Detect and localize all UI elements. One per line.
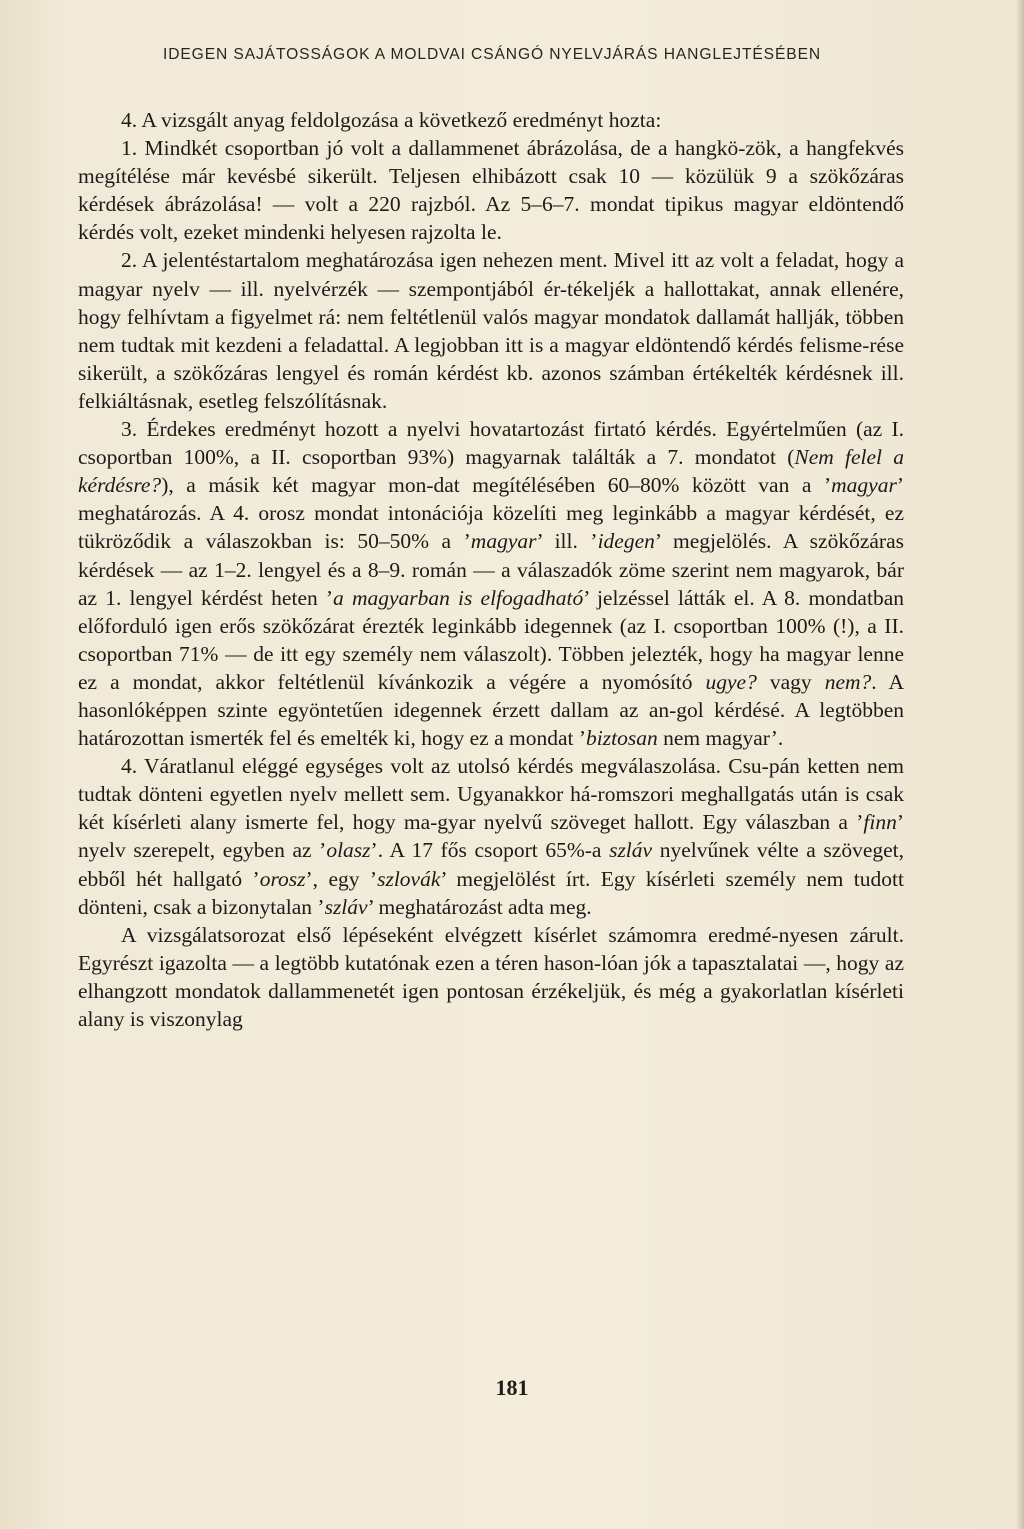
text-run: ’ ill. ’ bbox=[536, 529, 598, 554]
text-run: nem magyar’. bbox=[657, 726, 784, 751]
italic-text-run: ugye? bbox=[705, 669, 757, 694]
paragraph bbox=[78, 134, 904, 246]
paragraph bbox=[78, 246, 904, 415]
page-number: 181 bbox=[495, 1375, 529, 1400]
italic-text-run: magyar bbox=[470, 529, 537, 554]
text-run: . A hasonlóképpen szinte egyöntetűen idegennek érzett dallam az an-gol kérdésé. A legtöbben határozottan ismerték fel és emelték ki, hogy ez a mondat ’ bbox=[78, 669, 905, 751]
page-edge-shadow bbox=[1016, 0, 1024, 1529]
italic-text-run: a magyarban is elfogadható bbox=[333, 585, 584, 610]
text-run: A vizsgálatsorozat első lépéseként elvégzett kísérlet számomra eredmé-nyesen zárult. Egyrészt igazolta — a legtöbb kutatónak ezen a téren hason-lóan jók a tapasztalatai —, hogy az elhangzott mondatok dallammenetét igen pontosan érzékeljük, és még a gyakorlatlan kísérleti alany is viszonylag bbox=[78, 922, 904, 1031]
paragraph bbox=[78, 415, 904, 752]
text-run: 2. A jelentéstartalom meghatározása igen nehezen ment. Mivel itt az volt a feladat, hogy a magyar nyelv — ill. nyelvérzék — szempontjából ér-tékeljék a hallottakat, annak ellenére, hogy felhívtam a figyelmet rá: nem feltétlenül valós magyar mondatok dallamát hallják, többen nem tudtak mit kezdeni a feladattal. A legjobban itt is a magyar eldöntendő kérdés felisme-rése sikerült, a szökőzáras lengyel és román kérdést kb. azonos számban értékelték kérdésnek ill. felkiáltásnak, esetleg felszólításnak. bbox=[78, 248, 904, 413]
text-run: 3. Érdekes eredményt hozott a nyelvi hovatartozást firtató kérdés. Egyértelműen (az I. csoportban 100%, a II. csoportban 93%) magyarnak találták a 7. mondatot ( bbox=[78, 417, 904, 470]
italic-text-run: orosz bbox=[259, 866, 306, 891]
italic-text-run: szláv bbox=[609, 838, 653, 863]
text-run: vagy bbox=[756, 669, 825, 694]
text-run: ), a másik két magyar mon-dat megítélésében 60–80% között van a ’ bbox=[161, 473, 832, 498]
paragraph bbox=[78, 106, 904, 134]
italic-text-run: idegen bbox=[597, 529, 655, 554]
text-run: ’ meghatározás. A 4. orosz mondat intonációja közelíti meg leginkább a magyar kérdését, ez tükröződik a válaszokban is: 50–50% a ’ bbox=[78, 473, 904, 554]
italic-text-run: Nem felel a kérdésre? bbox=[78, 445, 904, 498]
text-run: 4. A vizsgált anyag feldolgozása a következő eredményt hozta: bbox=[121, 108, 662, 132]
italic-text-run: olasz bbox=[326, 838, 371, 863]
text-run: 1. Mindkét csoportban jó volt a dallammenet ábrázolása, de a hangkö-zök, a hangfekvés megítélése már kevésbé sikerült. Teljesen elhibázott csak 10 — közülük 9 a szökőzáras kérdések ábrázolása! — volt a 220 rajzból. Az 5–6–7. mondat tipikus magyar eldöntendő kérdés volt, ezeket mindenki helyesen rajzolta le. bbox=[78, 136, 904, 245]
italic-text-run: szlovák bbox=[377, 866, 441, 891]
text-run: ’ megjelölés. A szökőzáras kérdések — az 1–2. lengyel és a 8–9. román — a válaszadók zöme szerint nem magyarok, bár az 1. lengyel kérdést heten ’ bbox=[78, 529, 904, 610]
text-run: ’. A 17 fős csoport 65%-a bbox=[370, 838, 610, 863]
text-run: 4. Váratlanul eléggé egységes volt az utolsó kérdés megválaszolása. Csu-pán ketten nem tudtak dönteni egyetlen nyelv mellett sem. Ugyanakkor há-romszori meghallgatás után is csak két kísérleti alany ismerte fel, hogy ma-gyar nyelvű szöveget hallott. Egy válaszban a ’ bbox=[78, 754, 904, 835]
italic-text-run: magyar bbox=[831, 473, 897, 498]
paragraph bbox=[78, 921, 904, 1033]
italic-text-run: finn bbox=[863, 810, 897, 835]
italic-text-run: szláv bbox=[324, 894, 368, 919]
italic-text-run: nem? bbox=[824, 669, 872, 694]
text-run: ’ nyelv szerepelt, egyben az ’ bbox=[78, 810, 904, 863]
text-run: ’ meghatározást adta meg. bbox=[367, 894, 592, 919]
text-run: ’ jelzéssel látták el. A 8. mondatban előforduló igen erős szökőzárat érezték leginkább idegennek (az I. csoportban 100% (!), a II. csoportban 71% — de itt egy személy nem válaszolt). Többen jelezték, hogy ha magyar lenne ez a mondat, akkor feltétlenül kívánkozik a végére a nyomósító bbox=[78, 585, 904, 694]
running-head: IDEGEN SAJÁTOSSÁGOK A MOLDVAI CSÁNGÓ NYELVJÁRÁS HANGLEJTÉSÉBEN bbox=[162, 46, 822, 63]
paragraph bbox=[78, 752, 904, 921]
text-run: ’, egy ’ bbox=[305, 866, 378, 891]
text-run: ’ megjelölést írt. Egy kísérleti személy nem tudott dönteni, csak a bizonytalan ’ bbox=[78, 866, 904, 919]
italic-text-run: biztosan bbox=[586, 726, 658, 751]
body-text bbox=[78, 106, 904, 1033]
text-run: nyelvűnek vélte a szöveget, ebből hét hallgató ’ bbox=[78, 838, 904, 891]
